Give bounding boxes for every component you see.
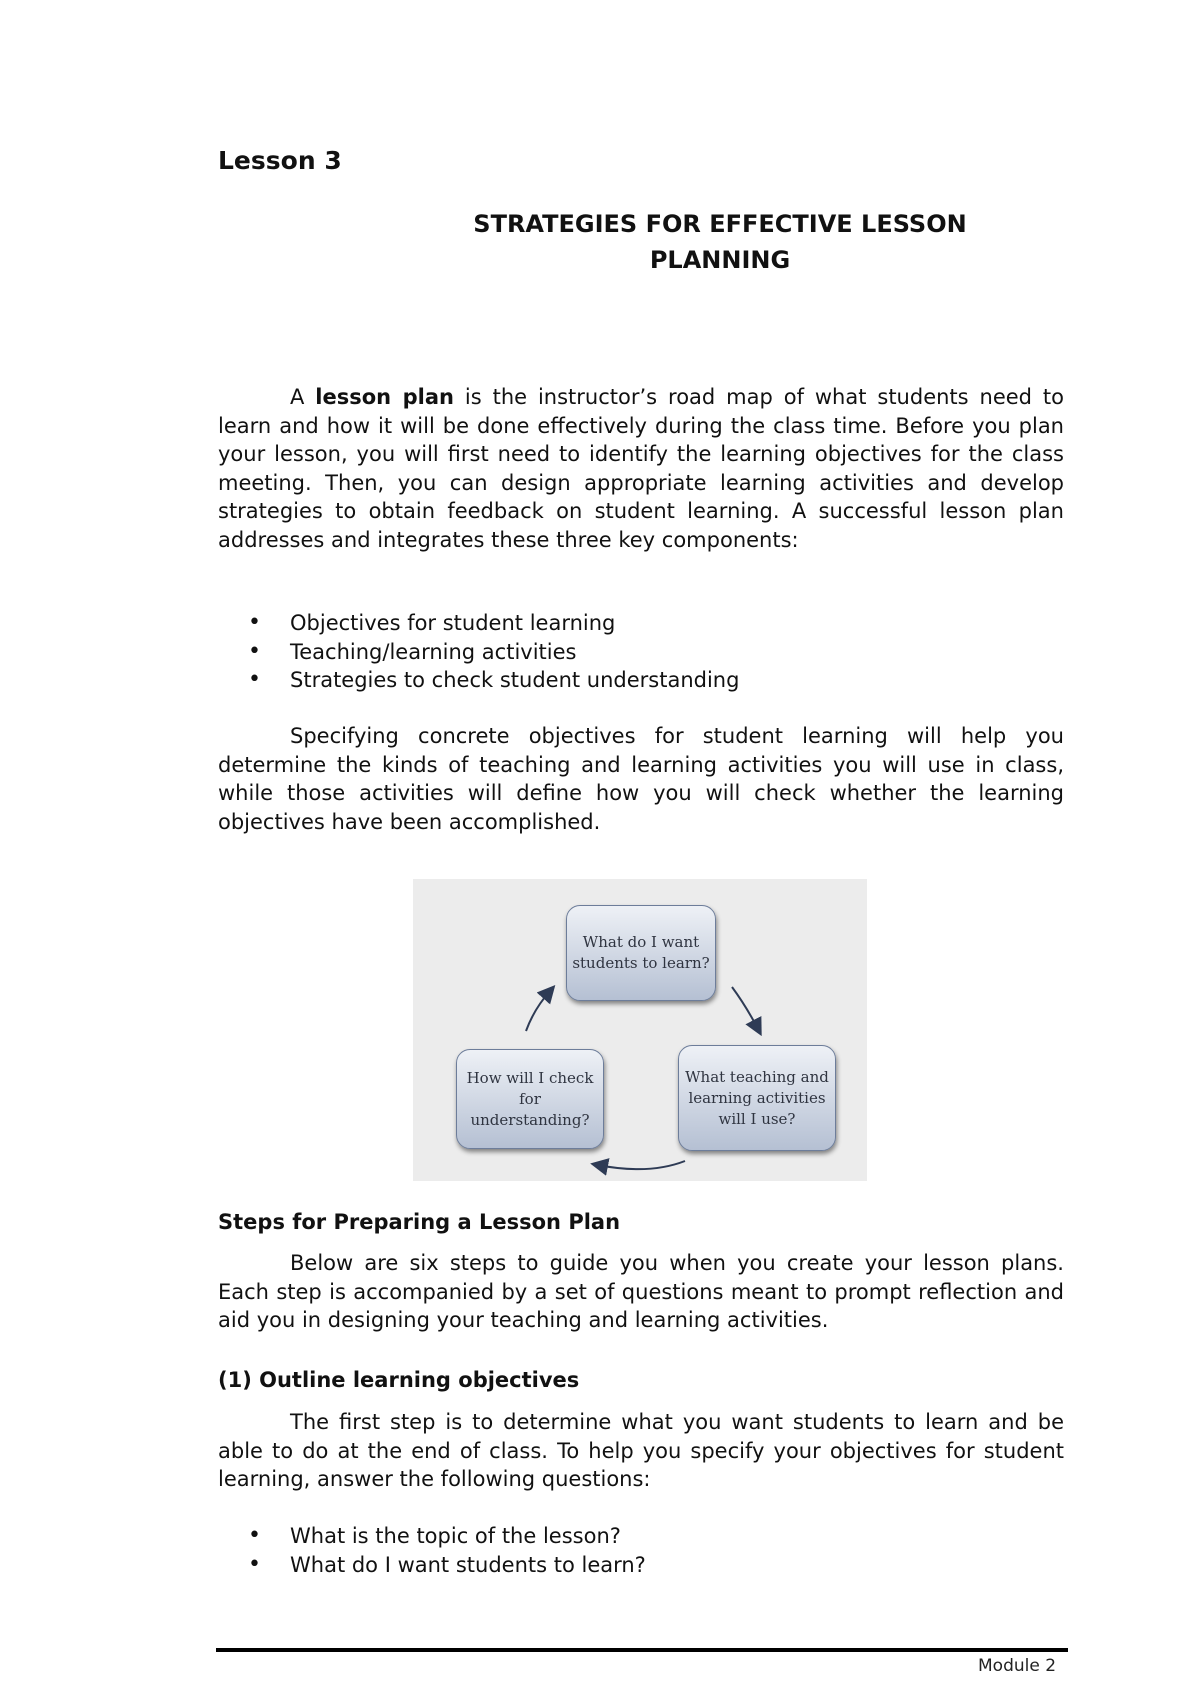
step1-paragraph — [218, 1408, 1064, 1494]
footer-module-label: Module 2 — [978, 1656, 1057, 1676]
intro-term: lesson plan — [315, 385, 454, 409]
title-line-1: STRATEGIES FOR EFFECTIVE LESSON — [473, 210, 967, 238]
objectives-paragraph — [218, 722, 1064, 836]
diagram-node-activities: What teaching and learning activities will I use? — [678, 1045, 836, 1151]
footer-divider — [216, 1648, 1068, 1652]
list-item: • What is the topic of the lesson? — [218, 1522, 646, 1551]
steps-heading: Steps for Preparing a Lesson Plan — [218, 1210, 621, 1234]
arrow-to-learn — [526, 991, 550, 1031]
intro-rest: is the instructor’s road map of what students need to learn and how it will be done effectively during the class time. Before you plan your lesson, you will first need to identify the learning objectives for the class meeting. Then, you can design appropriate learning activities and develop strategies to obtain feedback on student learning. A successful lesson plan addresses and integrates these three key components: — [218, 385, 1064, 552]
arrow-to-activities — [732, 987, 758, 1029]
lesson-number: Lesson 3 — [218, 146, 342, 175]
steps-text: Below are six steps to guide you when you create your lesson plans. Each step is accompanied by a set of questions meant to prompt reflection and aid you in designing your teaching and learning activities. — [218, 1251, 1064, 1332]
arrow-to-check — [598, 1161, 685, 1169]
intro-lead: A — [290, 385, 316, 409]
diagram-node-learn: What do I want students to learn? — [566, 905, 716, 1001]
list-item: • Objectives for student learning — [218, 609, 739, 638]
list-item: • What do I want students to learn? — [218, 1551, 646, 1580]
lesson-cycle-diagram — [413, 879, 867, 1181]
step1-text: The first step is to determine what you want students to learn and be able to do at the end of class. To help you specify your objectives for student learning, answer the following questions: — [218, 1410, 1064, 1491]
intro-paragraph — [218, 383, 1064, 554]
diagram-node-check: How will I check for understanding? — [456, 1049, 604, 1149]
list-item: • Teaching/learning activities — [218, 638, 739, 667]
page-title — [420, 206, 1020, 278]
step1-questions-list — [218, 1522, 646, 1579]
objectives-text: Specifying concrete objectives for student learning will help you determine the kinds of teaching and learning activities you will use in class, while those activities will define how you will check whether the learning objectives have been accomplished. — [218, 724, 1064, 834]
step1-heading: (1) Outline learning objectives — [218, 1368, 580, 1392]
components-list — [218, 609, 739, 695]
cycle-arrows — [413, 879, 867, 1181]
list-item: • Strategies to check student understanding — [218, 666, 739, 695]
title-line-2: PLANNING — [649, 246, 791, 274]
steps-paragraph — [218, 1249, 1064, 1335]
